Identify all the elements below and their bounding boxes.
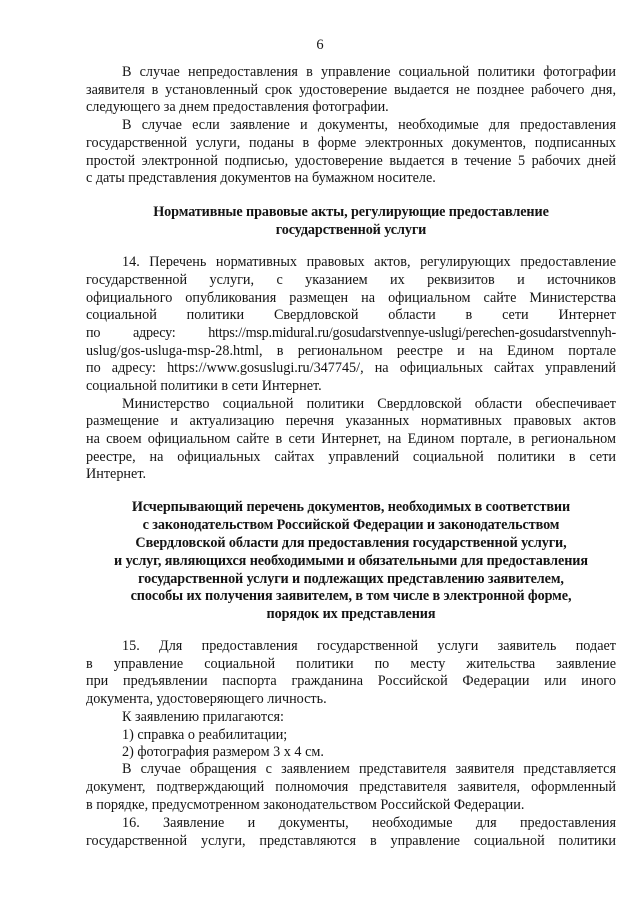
page-number: 6 [316, 37, 324, 53]
text-line: документ, подтверждающий полномочия представителя заявителя, оформленный [86, 779, 616, 795]
text-line: Министерство социальной политики Свердловской области обеспечивает [122, 396, 616, 412]
text-line: с даты представления документов на бумажном носителе. [86, 170, 436, 186]
text-line: В случае если заявление и документы, необходимые для предоставления [122, 117, 616, 133]
text-line: реестре, на официальных сайтах управлений социальной политики в сети [86, 449, 616, 465]
text-line: государственной услуги, поданы в форме электронных документов, подписанных [86, 135, 616, 151]
text-line: простой электронной подписью, удостоверение выдается в течение 5 рабочих дней [86, 153, 616, 169]
text-line: официального опубликования размещен на официальном сайте Министерства [86, 290, 616, 306]
text-line: государственной услуги, представляются в управление социальной политики [86, 833, 616, 849]
text-line: 15. Для предоставления государственной услуги заявитель подает [122, 638, 616, 654]
text-line: по адресу: https://msp.midural.ru/gosudarstvennye-uslugi/perechen-gosudarstvennyh- [86, 325, 616, 341]
text-line: размещение и актуализацию перечня указанных нормативных правовых актов [86, 413, 616, 429]
text-line: на своем официальном сайте в сети Интернет, на Едином портале, в региональном [86, 431, 616, 447]
text-line: в порядке, предусмотренном законодательством Российской Федерации. [86, 797, 525, 813]
section-heading-line: Нормативные правовые акты, регулирующие предоставление [153, 204, 549, 220]
section-heading-line: государственной услуги [275, 222, 427, 238]
text-line: следующего за днем предоставления фотографии. [86, 99, 389, 115]
text-line: по адресу: https://www.gosuslugi.ru/347745/, на официальных сайтах управлений [86, 360, 616, 376]
text-line: Интернет. [86, 466, 146, 482]
section-heading-line: Исчерпывающий перечень документов, необходимых в соответствии [131, 499, 571, 515]
section-heading-line: Свердловской области для предоставления государственной услуги, [135, 535, 567, 551]
section-heading-line: порядок их представления [266, 606, 436, 622]
text-line: 16. Заявление и документы, необходимые для предоставления [122, 815, 616, 831]
text-line: заявителя в установленный срок удостоверение выдается не позднее рабочего дня, [86, 82, 616, 98]
section-heading-line: с законодательством Российской Федерации и законодательством [142, 517, 560, 533]
text-line: в управление социальной политики по месту жительства заявление [86, 656, 616, 672]
text-line: при предъявлении паспорта гражданина Российской Федерации или иного [86, 673, 616, 689]
text-line: К заявлению прилагаются: [122, 709, 284, 725]
text-line: социальной политики в сети Интернет. [86, 378, 322, 394]
text-line: uslug/gos-usluga-msp-28.html, в региональном реестре и на Едином портале [86, 343, 616, 359]
section-heading-line: государственной услуги и подлежащих представлению заявителем, [138, 571, 564, 587]
text-line: 1) справка о реабилитации; [122, 727, 288, 743]
text-line: социальной политики Свердловской области в сети Интернет [86, 307, 616, 323]
section-heading-line: способы их получения заявителем, в том числе в электронной форме, [130, 588, 572, 604]
text-line: В случае непредоставления в управление социальной политики фотографии [122, 64, 616, 80]
text-line: В случае обращения с заявлением представителя заявителя представляется [122, 761, 616, 777]
text-line: государственной услуги, с указанием их реквизитов и источников [86, 272, 616, 288]
text-line: 14. Перечень нормативных правовых актов, регулирующих предоставление [122, 254, 616, 270]
section-heading-line: и услуг, являющихся необходимыми и обязательными для предоставления [114, 553, 588, 569]
text-line: 2) фотография размером 3 х 4 см. [122, 744, 324, 760]
text-line: документа, удостоверяющего личность. [86, 691, 327, 707]
